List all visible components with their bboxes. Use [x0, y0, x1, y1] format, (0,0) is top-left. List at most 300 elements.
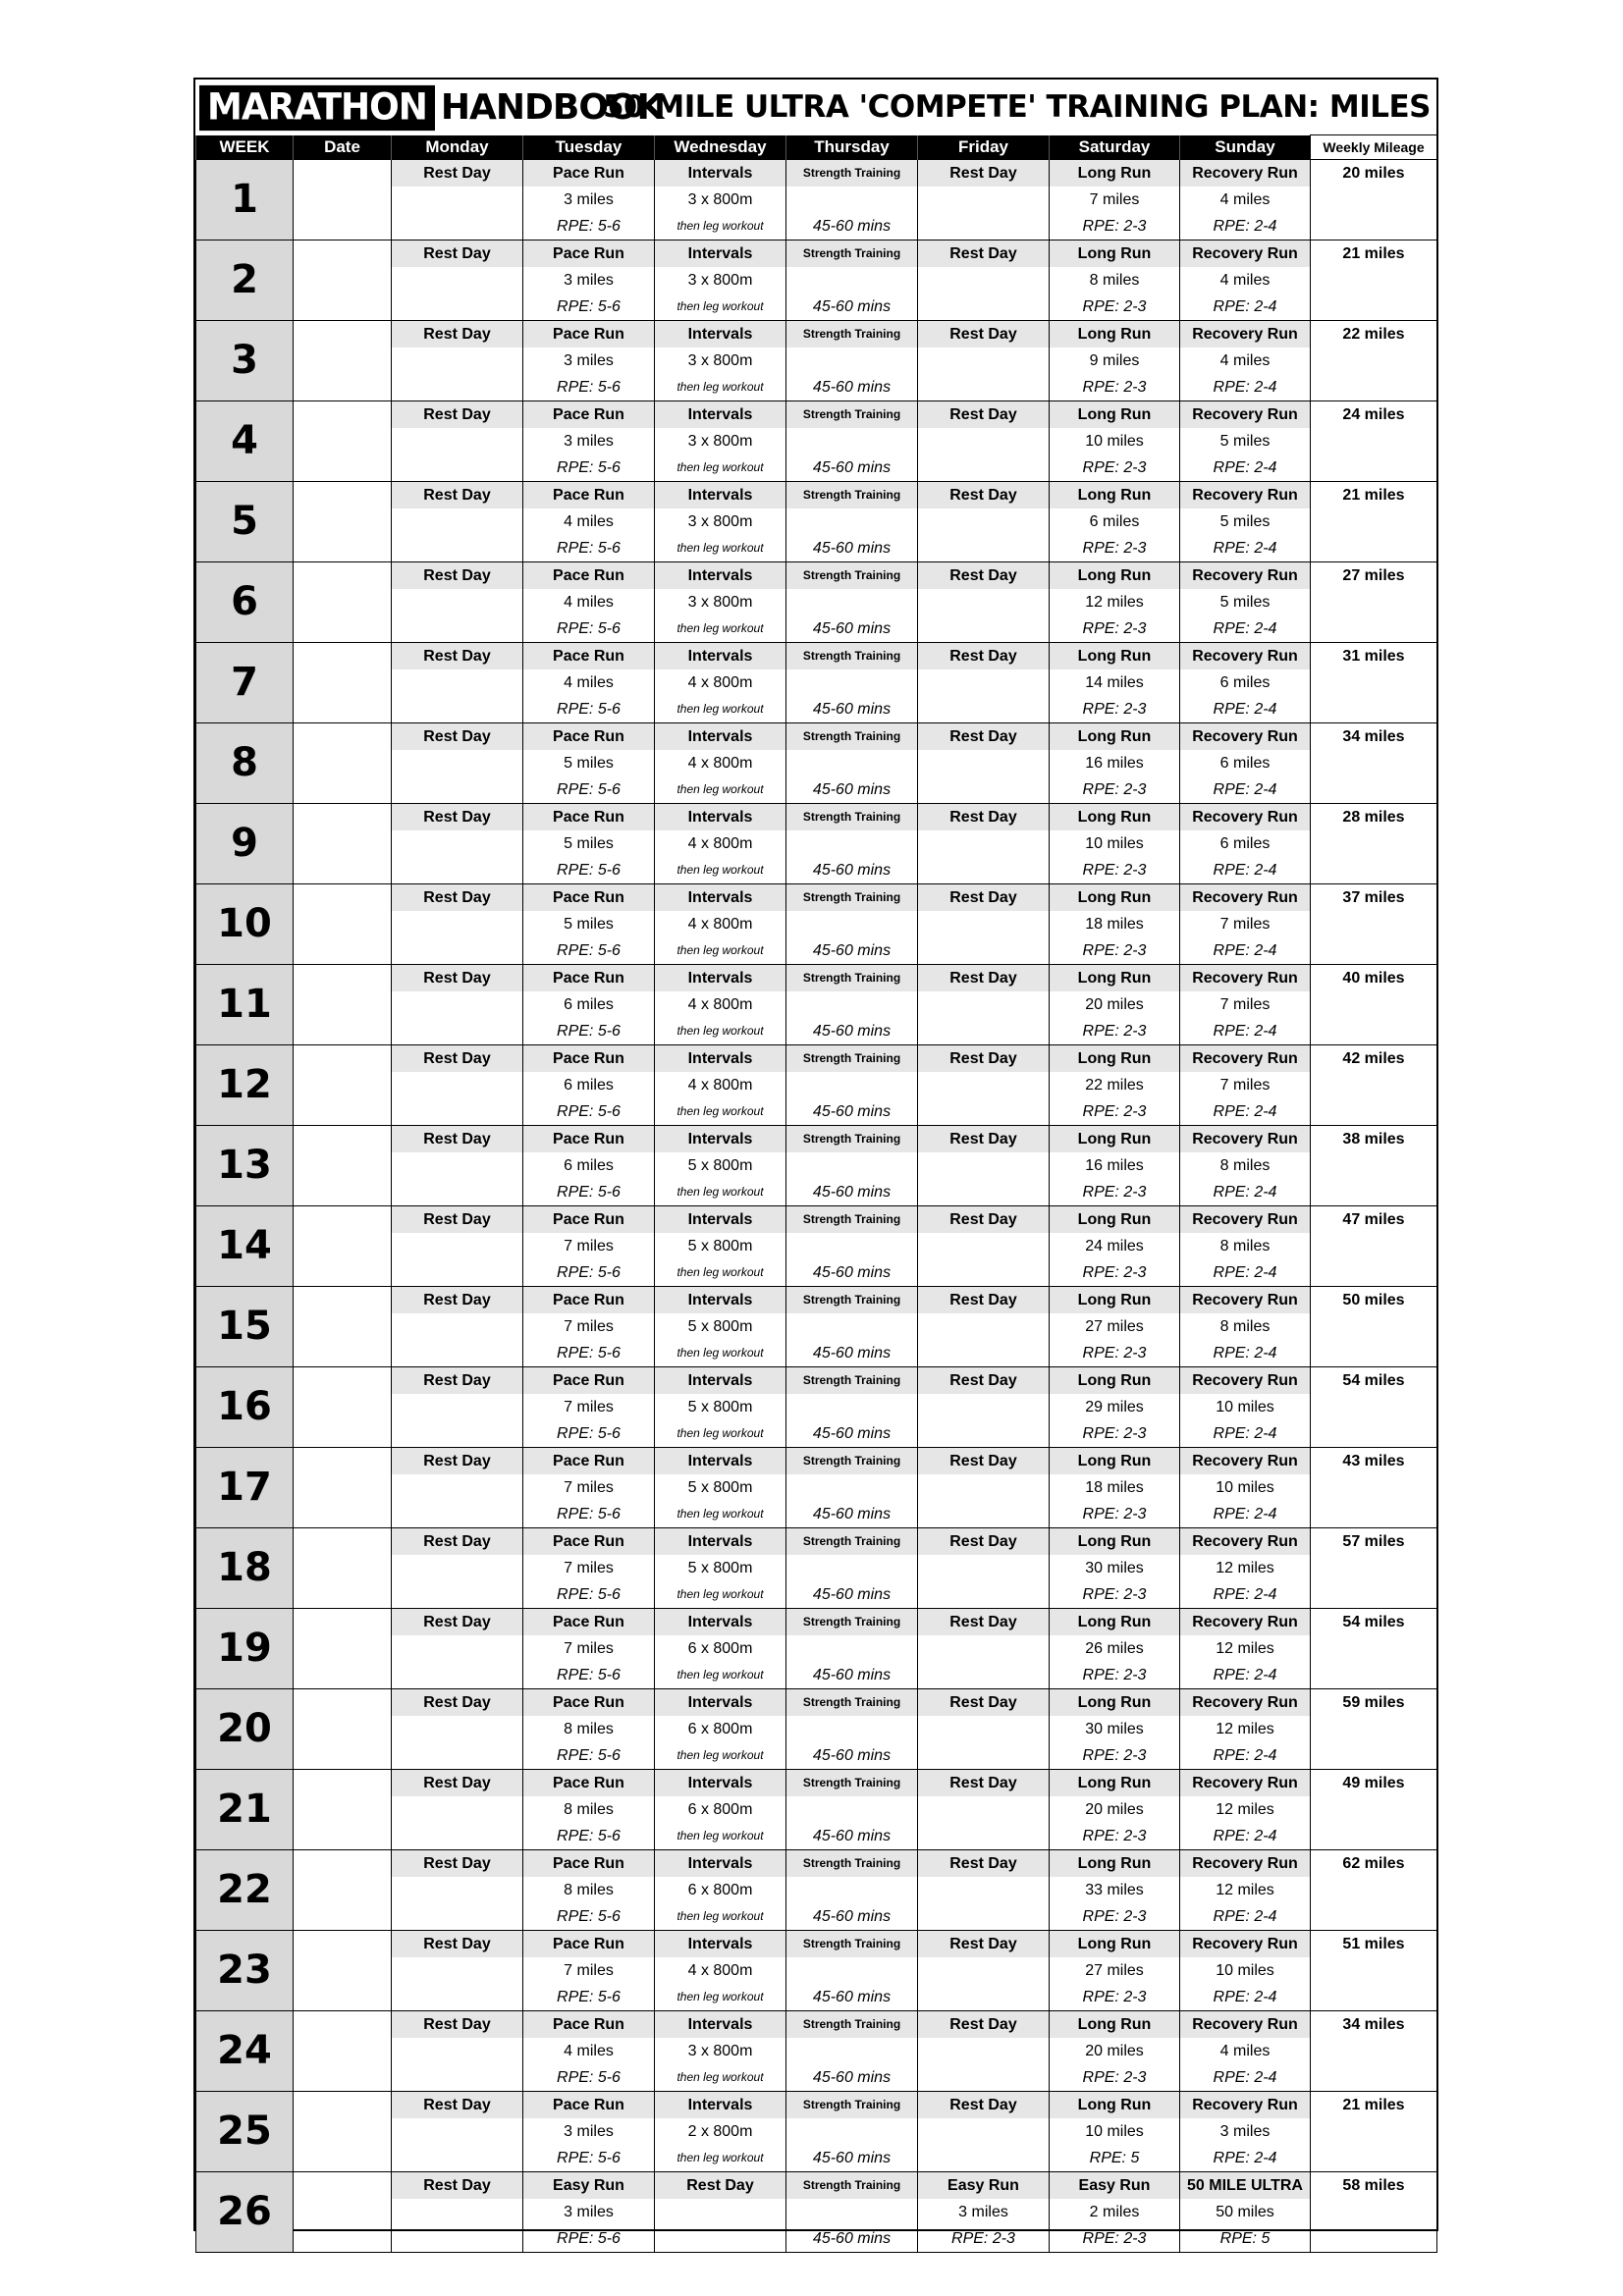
tuesday-rpe: RPE: 5-6: [523, 937, 655, 965]
sunday-label: Recovery Run: [1180, 1287, 1311, 1314]
saturday-rpe: RPE: 2-3: [1050, 294, 1180, 321]
monday-label: Rest Day: [392, 1770, 523, 1797]
tuesday-distance: 4 miles: [523, 508, 655, 535]
thursday-label: Strength Training: [786, 562, 918, 590]
saturday-label: Long Run: [1050, 1126, 1180, 1153]
week-number: 23: [196, 1931, 294, 2011]
saturday-rpe: RPE: 2-3: [1050, 535, 1180, 562]
thursday-label: Strength Training: [786, 1609, 918, 1636]
saturday-distance: 14 miles: [1050, 669, 1180, 696]
sunday-label: Recovery Run: [1180, 321, 1311, 348]
week-number: 8: [196, 723, 294, 804]
tuesday-label: Pace Run: [523, 160, 655, 187]
week-number: 17: [196, 1448, 294, 1528]
week-number: 2: [196, 240, 294, 321]
friday-label: Rest Day: [918, 1609, 1050, 1636]
date-cell[interactable]: [294, 2011, 392, 2092]
thursday-duration: 45-60 mins: [786, 937, 918, 965]
friday-rpe: [918, 1098, 1050, 1126]
thursday-label: Strength Training: [786, 1045, 918, 1073]
monday-note: [392, 374, 523, 401]
sunday-label: Recovery Run: [1180, 1448, 1311, 1475]
wednesday-label: Intervals: [655, 1689, 786, 1717]
saturday-distance: 2 miles: [1050, 2199, 1180, 2225]
monday-detail: [392, 2199, 523, 2225]
thursday-detail: [786, 1957, 918, 1984]
wednesday-label: Intervals: [655, 1126, 786, 1153]
mileage-spacer: [1311, 535, 1437, 562]
col-monday: Monday: [392, 135, 523, 160]
tuesday-label: Pace Run: [523, 321, 655, 348]
mileage-spacer: [1311, 294, 1437, 321]
saturday-rpe: RPE: 2-3: [1050, 937, 1180, 965]
weekly-mileage: 51 miles: [1311, 1931, 1437, 1958]
week-row: [196, 1931, 1437, 1958]
tuesday-rpe: RPE: 5-6: [523, 294, 655, 321]
mileage-spacer: [1311, 669, 1437, 696]
tuesday-rpe: RPE: 5-6: [523, 1823, 655, 1850]
friday-rpe: [918, 1903, 1050, 1931]
date-cell[interactable]: [294, 2172, 392, 2253]
thursday-detail: [786, 750, 918, 776]
week-row: [196, 1126, 1437, 1153]
thursday-detail: [786, 991, 918, 1018]
sunday-label: Recovery Run: [1180, 401, 1311, 429]
saturday-label: Long Run: [1050, 401, 1180, 429]
tuesday-label: Pace Run: [523, 643, 655, 670]
monday-note: [392, 1340, 523, 1367]
friday-label: Easy Run: [918, 2172, 1050, 2200]
wednesday-label: Intervals: [655, 1448, 786, 1475]
date-cell[interactable]: [294, 723, 392, 804]
date-cell[interactable]: [294, 1609, 392, 1689]
date-cell[interactable]: [294, 965, 392, 1045]
sunday-rpe: RPE: 2-4: [1180, 1581, 1311, 1609]
saturday-rpe: RPE: 2-3: [1050, 776, 1180, 804]
saturday-label: Easy Run: [1050, 2172, 1180, 2200]
col-friday: Friday: [918, 135, 1050, 160]
header: [195, 80, 1436, 134]
monday-detail: [392, 1877, 523, 1903]
monday-label: Rest Day: [392, 482, 523, 509]
tuesday-rpe: RPE: 5-6: [523, 1098, 655, 1126]
friday-rpe: [918, 696, 1050, 723]
saturday-distance: 24 miles: [1050, 1233, 1180, 1259]
sunday-distance: 6 miles: [1180, 750, 1311, 776]
saturday-rpe: RPE: 2-3: [1050, 374, 1180, 401]
wednesday-label: Intervals: [655, 1850, 786, 1878]
wednesday-label: Rest Day: [655, 2172, 786, 2200]
weekly-mileage: 54 miles: [1311, 1367, 1437, 1395]
monday-note: [392, 696, 523, 723]
friday-rpe: [918, 937, 1050, 965]
sunday-rpe: RPE: 2-4: [1180, 1259, 1311, 1287]
saturday-rpe: RPE: 2-3: [1050, 2064, 1180, 2092]
sunday-label: Recovery Run: [1180, 723, 1311, 751]
week-number: 4: [196, 401, 294, 482]
weekly-mileage: 22 miles: [1311, 321, 1437, 348]
date-cell[interactable]: [294, 2092, 392, 2172]
date-cell[interactable]: [294, 1689, 392, 1770]
date-cell[interactable]: [294, 1528, 392, 1609]
monday-detail: [392, 267, 523, 294]
tuesday-rpe: RPE: 5-6: [523, 696, 655, 723]
tuesday-rpe: RPE: 5-6: [523, 1018, 655, 1045]
friday-label: Rest Day: [918, 884, 1050, 912]
weekly-mileage: 20 miles: [1311, 160, 1437, 187]
thursday-label: Strength Training: [786, 2011, 918, 2039]
monday-detail: [392, 1152, 523, 1179]
wednesday-note: then leg workout: [655, 213, 786, 240]
monday-label: Rest Day: [392, 401, 523, 429]
friday-distance: [918, 1957, 1050, 1984]
logo-light-part: HANDBOOK: [440, 87, 664, 128]
friday-label: Rest Day: [918, 1689, 1050, 1717]
week-number: 11: [196, 965, 294, 1045]
thursday-label: Strength Training: [786, 723, 918, 751]
friday-label: Rest Day: [918, 321, 1050, 348]
wednesday-distance: 5 x 800m: [655, 1233, 786, 1259]
sunday-distance: 12 miles: [1180, 1796, 1311, 1823]
mileage-spacer: [1311, 1903, 1437, 1931]
thursday-label: Strength Training: [786, 1931, 918, 1958]
monday-note: [392, 1179, 523, 1206]
saturday-label: Long Run: [1050, 1850, 1180, 1878]
saturday-label: Long Run: [1050, 1770, 1180, 1797]
date-cell[interactable]: [294, 1126, 392, 1206]
wednesday-note: then leg workout: [655, 2064, 786, 2092]
weekly-mileage: 38 miles: [1311, 1126, 1437, 1153]
friday-rpe: [918, 454, 1050, 482]
week-number: 10: [196, 884, 294, 965]
date-cell[interactable]: [294, 1287, 392, 1367]
sunday-rpe: RPE: 5: [1180, 2225, 1311, 2253]
wednesday-distance: 3 x 800m: [655, 508, 786, 535]
tuesday-label: Pace Run: [523, 965, 655, 992]
thursday-detail: [786, 669, 918, 696]
wednesday-distance: 4 x 800m: [655, 669, 786, 696]
week-row: [196, 1528, 1437, 1556]
friday-distance: [918, 1152, 1050, 1179]
mileage-spacer: [1311, 187, 1437, 213]
wednesday-note: then leg workout: [655, 1340, 786, 1367]
wednesday-distance: 5 x 800m: [655, 1313, 786, 1340]
saturday-label: Long Run: [1050, 321, 1180, 348]
col-saturday: Saturday: [1050, 135, 1180, 160]
monday-label: Rest Day: [392, 965, 523, 992]
saturday-distance: 20 miles: [1050, 991, 1180, 1018]
week-row: [196, 2011, 1437, 2039]
friday-distance: [918, 1796, 1050, 1823]
monday-detail: [392, 1796, 523, 1823]
monday-detail: [392, 1394, 523, 1420]
thursday-duration: 45-60 mins: [786, 1340, 918, 1367]
mileage-spacer: [1311, 1420, 1437, 1448]
tuesday-rpe: RPE: 5-6: [523, 1179, 655, 1206]
wednesday-note: then leg workout: [655, 1501, 786, 1528]
tuesday-rpe: RPE: 5-6: [523, 535, 655, 562]
mileage-spacer: [1311, 347, 1437, 374]
monday-label: Rest Day: [392, 1448, 523, 1475]
friday-label: Rest Day: [918, 1770, 1050, 1797]
week-row: [196, 1689, 1437, 1717]
week-row: [196, 562, 1437, 590]
mileage-spacer: [1311, 1581, 1437, 1609]
wednesday-note: then leg workout: [655, 857, 786, 884]
sunday-label: Recovery Run: [1180, 562, 1311, 590]
thursday-duration: 45-60 mins: [786, 696, 918, 723]
thursday-duration: 45-60 mins: [786, 294, 918, 321]
thursday-duration: 45-60 mins: [786, 2225, 918, 2253]
weekly-mileage: 58 miles: [1311, 2172, 1437, 2200]
monday-label: Rest Day: [392, 1126, 523, 1153]
tuesday-rpe: RPE: 5-6: [523, 374, 655, 401]
friday-rpe: [918, 213, 1050, 240]
date-cell[interactable]: [294, 1045, 392, 1126]
mileage-spacer: [1311, 1152, 1437, 1179]
weekly-mileage: 21 miles: [1311, 482, 1437, 509]
monday-label: Rest Day: [392, 321, 523, 348]
wednesday-distance: [655, 2199, 786, 2225]
date-cell[interactable]: [294, 562, 392, 643]
thursday-duration: 45-60 mins: [786, 1501, 918, 1528]
monday-detail: [392, 1716, 523, 1742]
tuesday-distance: 7 miles: [523, 1313, 655, 1340]
date-cell[interactable]: [294, 240, 392, 321]
friday-label: Rest Day: [918, 643, 1050, 670]
monday-label: Rest Day: [392, 240, 523, 268]
tuesday-distance: 3 miles: [523, 187, 655, 213]
monday-label: Rest Day: [392, 723, 523, 751]
mileage-spacer: [1311, 1340, 1437, 1367]
date-cell[interactable]: [294, 482, 392, 562]
saturday-label: Long Run: [1050, 482, 1180, 509]
weekly-mileage: 57 miles: [1311, 1528, 1437, 1556]
date-cell[interactable]: [294, 884, 392, 965]
friday-label: Rest Day: [918, 2092, 1050, 2119]
week-row: [196, 1609, 1437, 1636]
tuesday-distance: 7 miles: [523, 1555, 655, 1581]
training-table: [195, 134, 1437, 2253]
sunday-rpe: RPE: 2-4: [1180, 1018, 1311, 1045]
week-row: [196, 884, 1437, 912]
wednesday-note: then leg workout: [655, 1984, 786, 2011]
monday-note: [392, 213, 523, 240]
friday-rpe: [918, 374, 1050, 401]
thursday-duration: 45-60 mins: [786, 1984, 918, 2011]
monday-detail: [392, 1957, 523, 1984]
tuesday-rpe: RPE: 5-6: [523, 1259, 655, 1287]
date-cell[interactable]: [294, 1931, 392, 2011]
friday-distance: [918, 2118, 1050, 2145]
sunday-distance: 7 miles: [1180, 1072, 1311, 1098]
wednesday-label: Intervals: [655, 723, 786, 751]
mileage-spacer: [1311, 1098, 1437, 1126]
sunday-rpe: RPE: 2-4: [1180, 1098, 1311, 1126]
sunday-distance: 12 miles: [1180, 1877, 1311, 1903]
wednesday-note: then leg workout: [655, 776, 786, 804]
wednesday-label: Intervals: [655, 1528, 786, 1556]
saturday-distance: 20 miles: [1050, 1796, 1180, 1823]
saturday-rpe: RPE: 2-3: [1050, 857, 1180, 884]
thursday-duration: 45-60 mins: [786, 1903, 918, 1931]
thursday-duration: 45-60 mins: [786, 1420, 918, 1448]
friday-distance: [918, 911, 1050, 937]
date-cell[interactable]: [294, 1850, 392, 1931]
week-number: 19: [196, 1609, 294, 1689]
mileage-spacer: [1311, 1635, 1437, 1662]
sunday-label: Recovery Run: [1180, 1689, 1311, 1717]
thursday-detail: [786, 1474, 918, 1501]
saturday-distance: 18 miles: [1050, 1474, 1180, 1501]
friday-distance: [918, 508, 1050, 535]
wednesday-note: [655, 2225, 786, 2253]
tuesday-label: Pace Run: [523, 1448, 655, 1475]
week-number: 20: [196, 1689, 294, 1770]
tuesday-distance: 8 miles: [523, 1796, 655, 1823]
weekly-mileage: 40 miles: [1311, 965, 1437, 992]
wednesday-distance: 4 x 800m: [655, 1957, 786, 1984]
tuesday-distance: 7 miles: [523, 1635, 655, 1662]
mileage-spacer: [1311, 991, 1437, 1018]
tuesday-distance: 5 miles: [523, 830, 655, 857]
tuesday-label: Easy Run: [523, 2172, 655, 2200]
thursday-label: Strength Training: [786, 401, 918, 429]
tuesday-distance: 7 miles: [523, 1394, 655, 1420]
monday-detail: [392, 187, 523, 213]
thursday-duration: 45-60 mins: [786, 1823, 918, 1850]
monday-label: Rest Day: [392, 1528, 523, 1556]
sunday-label: Recovery Run: [1180, 1850, 1311, 1878]
monday-note: [392, 1501, 523, 1528]
saturday-label: Long Run: [1050, 723, 1180, 751]
friday-distance: [918, 1716, 1050, 1742]
sunday-rpe: RPE: 2-4: [1180, 1742, 1311, 1770]
thursday-detail: [786, 1152, 918, 1179]
saturday-distance: 27 miles: [1050, 1957, 1180, 1984]
wednesday-distance: 5 x 800m: [655, 1394, 786, 1420]
thursday-detail: [786, 911, 918, 937]
monday-note: [392, 1823, 523, 1850]
mileage-spacer: [1311, 454, 1437, 482]
sunday-label: Recovery Run: [1180, 2092, 1311, 2119]
mileage-spacer: [1311, 1662, 1437, 1689]
sunday-rpe: RPE: 2-4: [1180, 615, 1311, 643]
date-cell[interactable]: [294, 401, 392, 482]
sunday-rpe: RPE: 2-4: [1180, 1501, 1311, 1528]
thursday-detail: [786, 2038, 918, 2064]
wednesday-note: then leg workout: [655, 535, 786, 562]
friday-label: Rest Day: [918, 562, 1050, 590]
date-cell[interactable]: [294, 1367, 392, 1448]
page-title: 50 MILE ULTRA 'COMPETE' TRAINING PLAN: MILES: [602, 89, 1431, 125]
weekly-mileage: 34 miles: [1311, 2011, 1437, 2039]
wednesday-distance: 2 x 800m: [655, 2118, 786, 2145]
saturday-rpe: RPE: 2-3: [1050, 1501, 1180, 1528]
sunday-distance: 12 miles: [1180, 1555, 1311, 1581]
thursday-detail: [786, 267, 918, 294]
date-cell[interactable]: [294, 1206, 392, 1287]
sunday-rpe: RPE: 2-4: [1180, 1340, 1311, 1367]
wednesday-distance: 3 x 800m: [655, 267, 786, 294]
saturday-distance: 7 miles: [1050, 187, 1180, 213]
mileage-spacer: [1311, 1313, 1437, 1340]
thursday-label: Strength Training: [786, 160, 918, 187]
monday-label: Rest Day: [392, 1367, 523, 1395]
thursday-detail: [786, 1313, 918, 1340]
mileage-spacer: [1311, 776, 1437, 804]
wednesday-distance: 3 x 800m: [655, 347, 786, 374]
wednesday-note: then leg workout: [655, 1662, 786, 1689]
thursday-duration: 45-60 mins: [786, 454, 918, 482]
week-row: [196, 1850, 1437, 1878]
sunday-rpe: RPE: 2-4: [1180, 937, 1311, 965]
thursday-detail: [786, 589, 918, 615]
friday-label: Rest Day: [918, 1126, 1050, 1153]
monday-detail: [392, 1474, 523, 1501]
saturday-label: Long Run: [1050, 1206, 1180, 1234]
saturday-distance: 10 miles: [1050, 830, 1180, 857]
saturday-rpe: RPE: 2-3: [1050, 1098, 1180, 1126]
tuesday-rpe: RPE: 5-6: [523, 2145, 655, 2172]
sunday-distance: 7 miles: [1180, 991, 1311, 1018]
friday-distance: [918, 1394, 1050, 1420]
saturday-distance: 16 miles: [1050, 1152, 1180, 1179]
tuesday-distance: 6 miles: [523, 1152, 655, 1179]
friday-distance: [918, 1474, 1050, 1501]
saturday-distance: 20 miles: [1050, 2038, 1180, 2064]
tuesday-label: Pace Run: [523, 1931, 655, 1958]
tuesday-label: Pace Run: [523, 804, 655, 831]
mileage-spacer: [1311, 2118, 1437, 2145]
thursday-label: Strength Training: [786, 1126, 918, 1153]
thursday-detail: [786, 1394, 918, 1420]
monday-note: [392, 937, 523, 965]
date-cell[interactable]: [294, 804, 392, 884]
week-number: 22: [196, 1850, 294, 1931]
date-cell[interactable]: [294, 321, 392, 401]
date-cell[interactable]: [294, 160, 392, 240]
wednesday-note: then leg workout: [655, 1823, 786, 1850]
monday-detail: [392, 1233, 523, 1259]
monday-note: [392, 454, 523, 482]
monday-label: Rest Day: [392, 1609, 523, 1636]
mileage-spacer: [1311, 213, 1437, 240]
monday-note: [392, 1984, 523, 2011]
week-row: [196, 1045, 1437, 1073]
week-row: [196, 401, 1437, 429]
sunday-rpe: RPE: 2-4: [1180, 213, 1311, 240]
date-cell[interactable]: [294, 643, 392, 723]
wednesday-label: Intervals: [655, 1206, 786, 1234]
tuesday-label: Pace Run: [523, 1206, 655, 1234]
wednesday-note: then leg workout: [655, 294, 786, 321]
monday-detail: [392, 2038, 523, 2064]
saturday-distance: 33 miles: [1050, 1877, 1180, 1903]
col-tuesday: Tuesday: [523, 135, 655, 160]
monday-note: [392, 1742, 523, 1770]
date-cell[interactable]: [294, 1448, 392, 1528]
monday-label: Rest Day: [392, 1689, 523, 1717]
tuesday-distance: 5 miles: [523, 750, 655, 776]
monday-note: [392, 1581, 523, 1609]
weekly-mileage: 50 miles: [1311, 1287, 1437, 1314]
date-cell[interactable]: [294, 1770, 392, 1850]
monday-note: [392, 1903, 523, 1931]
friday-label: Rest Day: [918, 804, 1050, 831]
thursday-label: Strength Training: [786, 965, 918, 992]
friday-label: Rest Day: [918, 1287, 1050, 1314]
